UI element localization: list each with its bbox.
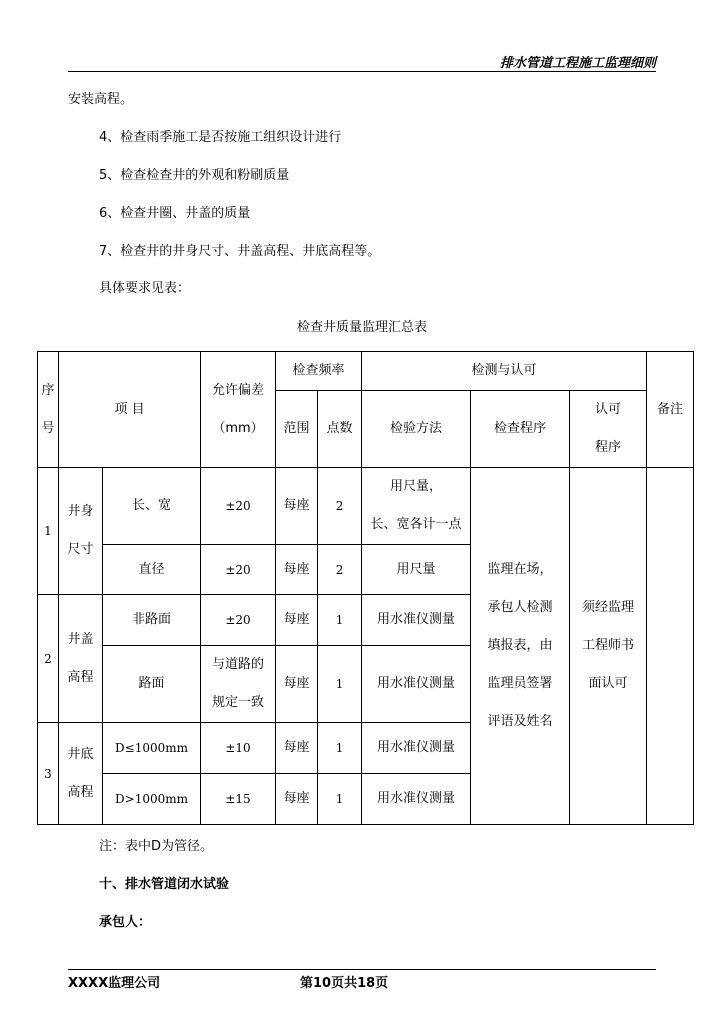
header-divider [68,71,656,72]
range-header: 范围 [276,391,318,468]
requirements-note: 具体要求见表： [99,281,191,296]
list-item: 7、检查井的井身尺寸、井盖高程、井底高程等。 [99,244,381,259]
row-range: 每座 [276,468,318,545]
row-item: 直径 [103,545,201,595]
item-header: 项 目 [59,352,201,468]
row-points: 1 [318,774,362,825]
row-method: 用水准仪测量 [362,774,471,825]
row-method: 用尺量 [362,545,471,595]
approval-header: 认可 程序 [570,391,647,468]
row-points: 1 [318,723,362,774]
row-method: 用尺量， 长、宽各计一点 [362,468,471,545]
header-title: 排水管道工程施工监理细则 [499,56,656,71]
method-header: 检验方法 [362,391,471,468]
points-header: 点数 [318,391,362,468]
group-category: 井身 尺寸 [59,468,103,595]
row-range: 每座 [276,646,318,723]
row-item: 非路面 [103,595,201,646]
frequency-header: 检查频率 [276,352,362,391]
row-tolerance: ±20 [201,595,276,646]
tolerance-header: 允许偏差 （mm） [201,352,276,468]
list-item: 5、检查检查井的外观和粉刷质量 [99,168,290,183]
section-heading: 十、排水管道闭水试验 [99,877,230,892]
row-range: 每座 [276,545,318,595]
row-range: 每座 [276,723,318,774]
row-tolerance: ±20 [201,468,276,545]
row-item: 长、宽 [103,468,201,545]
table-row [38,468,694,545]
row-tolerance: ±10 [201,723,276,774]
group-seq: 3 [38,723,59,825]
row-method: 用水准仪测量 [362,646,471,723]
table-note: 注：表中D为管径。 [99,839,214,854]
footer-company: XXXX监理公司 [68,976,161,991]
remarks-cell [647,468,694,825]
remarks-header: 备注 [647,352,694,468]
row-range: 每座 [276,595,318,646]
seq-header: 序 号 [38,352,59,468]
row-points: 1 [318,595,362,646]
row-points: 1 [318,646,362,723]
row-tolerance: ±20 [201,545,276,595]
row-points: 2 [318,468,362,545]
group-seq: 1 [38,468,59,595]
row-item: D≤1000mm [103,723,201,774]
procedure-cell: 监理在场， 承包人检测 填报表，由 监理员签署 评语及姓名 [471,468,570,825]
list-item: 4、检查雨季施工是否按施工组织设计进行 [99,130,342,145]
table-caption: 检查井质量监理汇总表 [296,320,427,335]
row-tolerance: 与道路的 规定一致 [201,646,276,723]
list-item: 6、检查井圈、井盖的质量 [99,206,251,221]
inspection-well-table [37,351,694,825]
group-category: 井底 高程 [59,723,103,825]
table-header-row [38,352,694,391]
approval-cell: 须经监理 工程师书 面认可 [570,468,647,825]
group-category: 井盖 高程 [59,595,103,723]
row-method: 用水准仪测量 [362,595,471,646]
row-method: 用水准仪测量 [362,723,471,774]
row-item: 路面 [103,646,201,723]
row-tolerance: ±15 [201,774,276,825]
group-seq: 2 [38,595,59,723]
row-range: 每座 [276,774,318,825]
procedure-header: 检查程序 [471,391,570,468]
contractor-label: 承包人： [99,915,152,930]
inspection-header: 检测与认可 [362,352,647,391]
row-item: D>1000mm [103,774,201,825]
row-points: 2 [318,545,362,595]
body-line: 安装高程。 [68,92,134,107]
footer-divider [68,969,656,970]
footer-page-info: 第10页共18页 [300,976,389,991]
